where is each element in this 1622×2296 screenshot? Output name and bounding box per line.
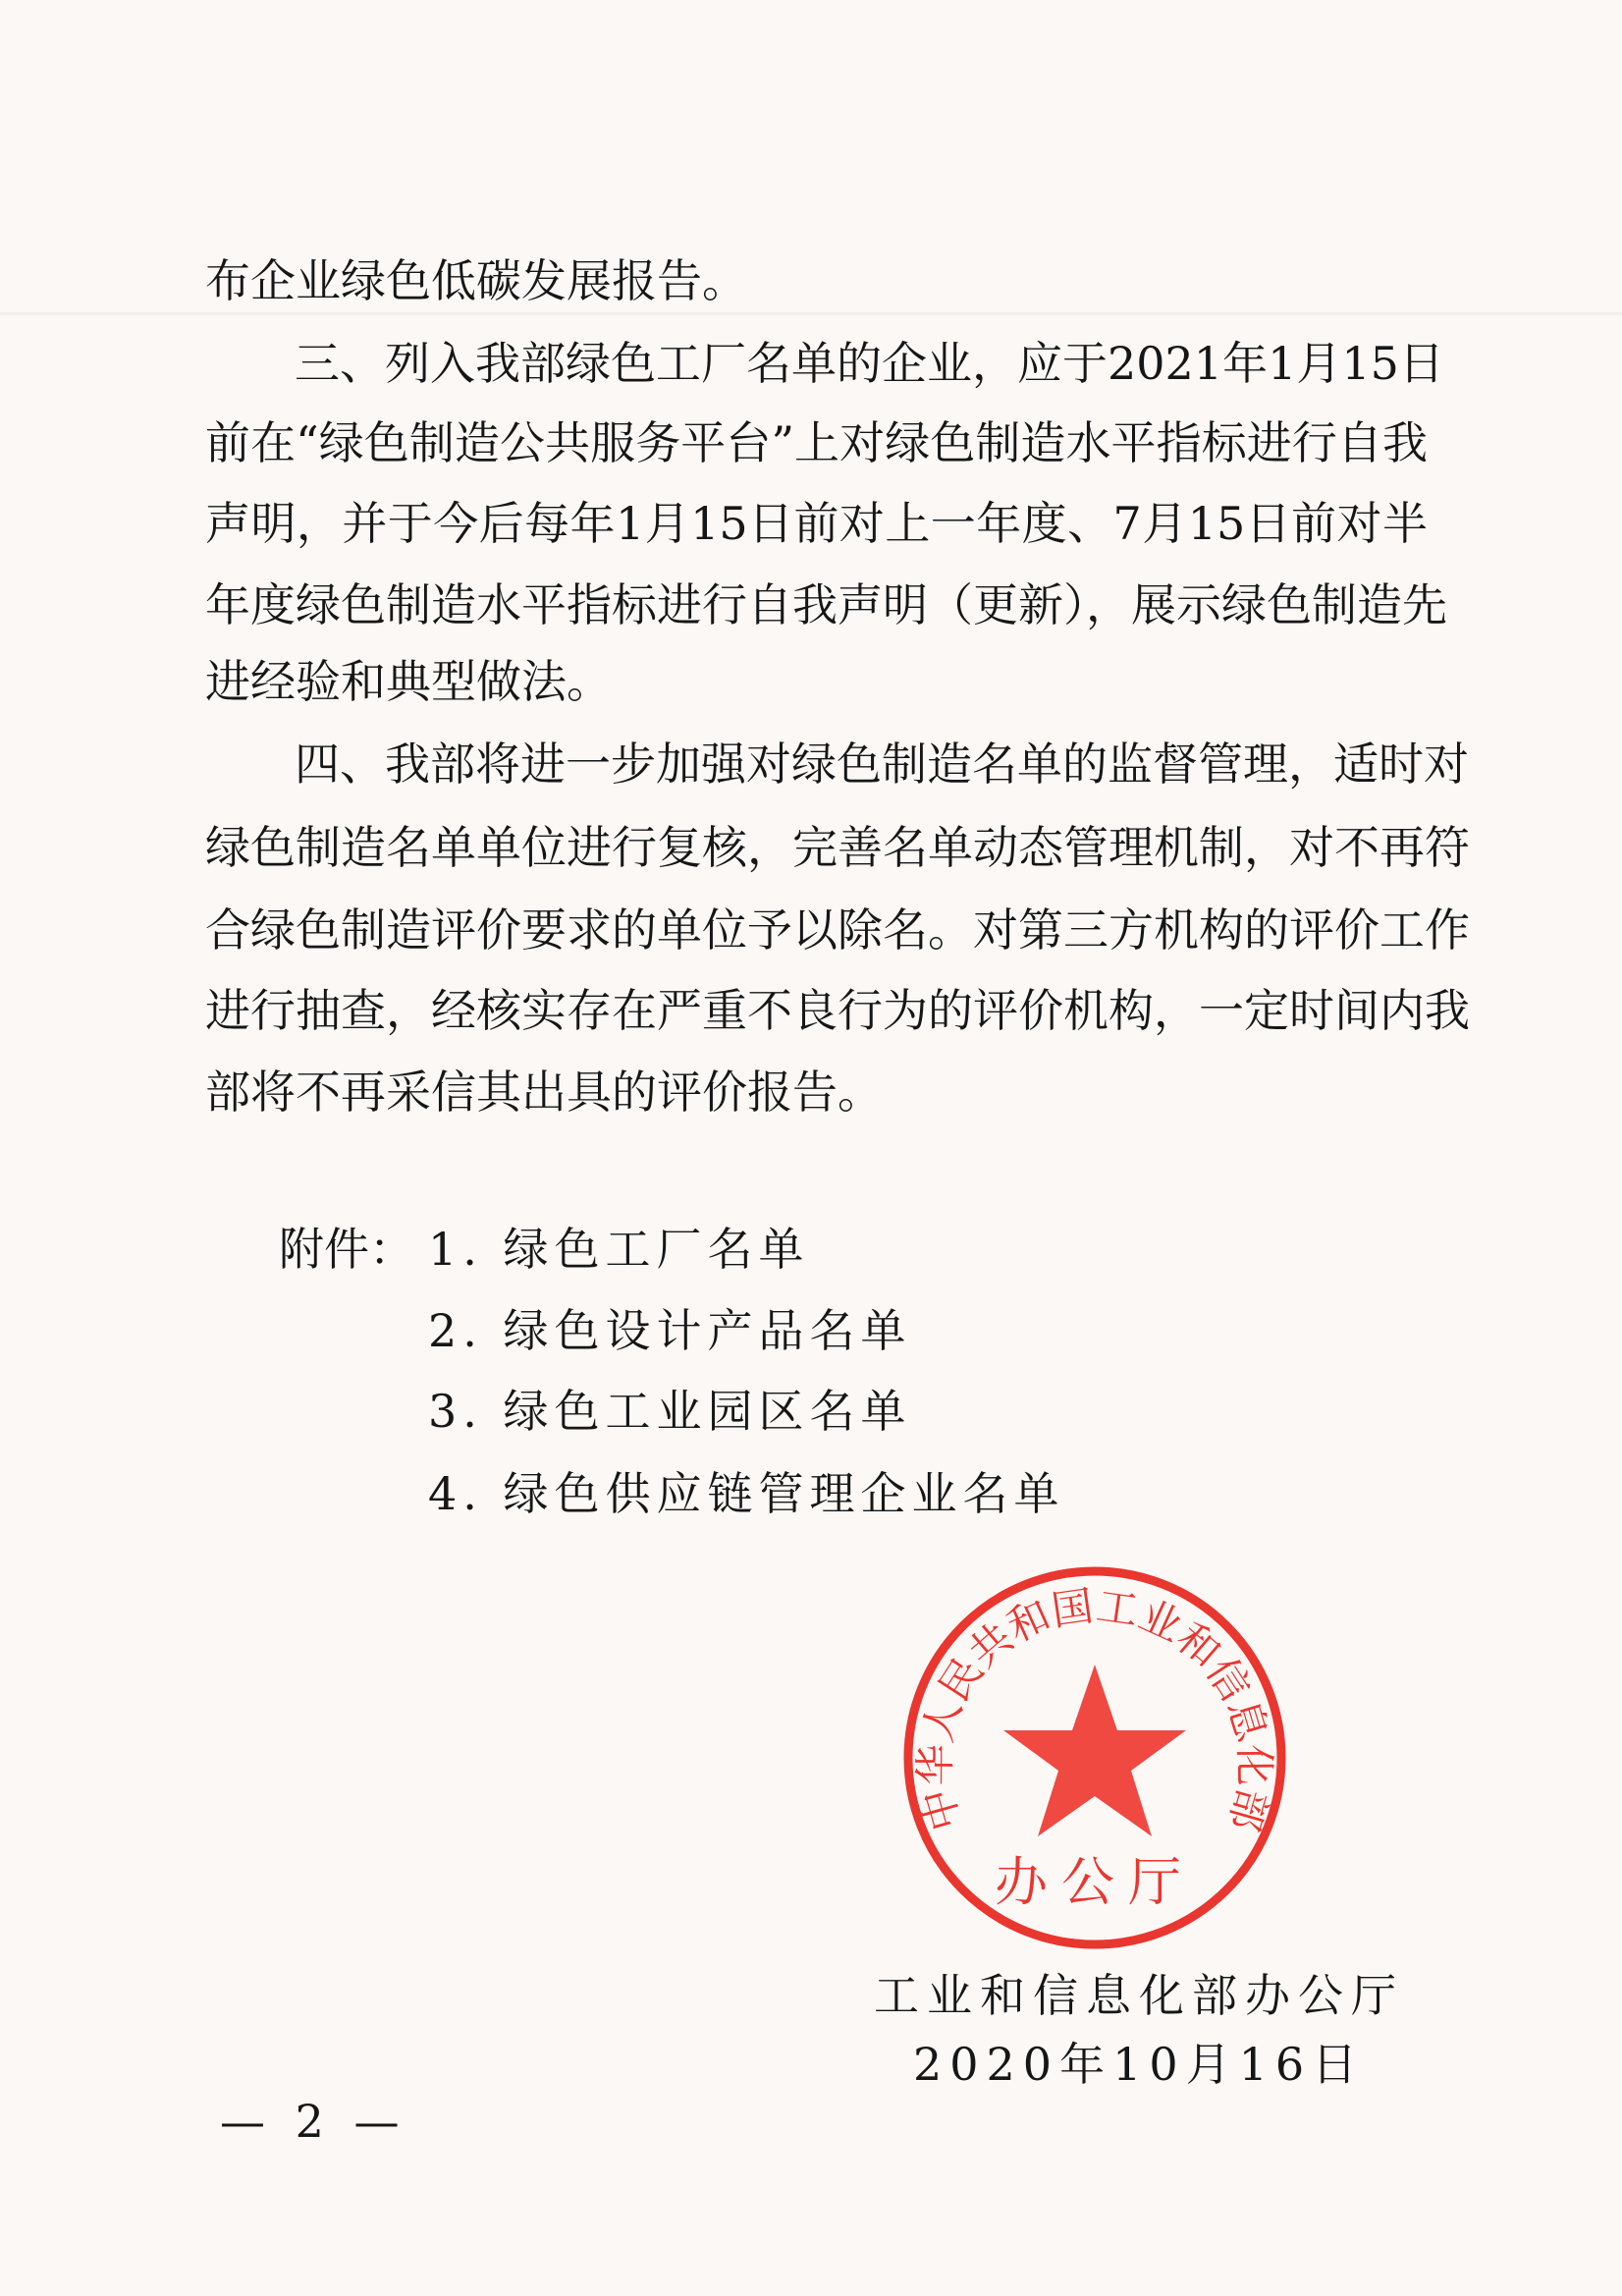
- issuer-name: 工业和信息化部办公厅: [874, 1969, 1404, 2022]
- paragraph-line: 三、列入我部绿色工厂名单的企业，应于2021年1月15日: [295, 337, 1444, 390]
- paragraph-line: 四、我部将进一步加强对绿色制造名单的监督管理，适时对: [295, 738, 1469, 791]
- issue-date: 2020年10月16日: [913, 2038, 1366, 2091]
- seal-ring-text: 中华人民共和国工业和信息化部: [910, 1581, 1279, 1836]
- paragraph-line: 布企业绿色低碳发展报告。: [205, 254, 747, 307]
- paragraph-line: 绿色制造名单单位进行复核，完善名单动态管理机制，对不再符: [205, 821, 1470, 874]
- attachment-item: 3. 绿色工业园区名单: [428, 1385, 912, 1438]
- paragraph-line: 部将不再采信其出具的评价报告。: [205, 1066, 883, 1119]
- star-icon: [1003, 1665, 1186, 1836]
- attachment-item: 2. 绿色设计产品名单: [428, 1304, 912, 1357]
- seal-center-text: 办公厅: [995, 1851, 1195, 1913]
- scan-artifact: [0, 312, 1622, 315]
- official-seal: [898, 1561, 1291, 1954]
- paragraph-line: 进行抽查，经核实存在严重不良行为的评价机构，一定时间内我: [205, 984, 1470, 1037]
- attachments-label: 附件：: [279, 1223, 414, 1276]
- page-number: — 2 —: [220, 2095, 407, 2148]
- paragraph-line: 声明，并于今后每年1月15日前对上一年度、7月15日前对半: [205, 497, 1428, 550]
- paragraph-line: 进经验和典型做法。: [205, 655, 612, 708]
- paragraph-line: 年度绿色制造水平指标进行自我声明（更新），展示绿色制造先: [205, 578, 1447, 631]
- attachment-item: 4. 绿色供应链管理企业名单: [428, 1467, 1065, 1520]
- paragraph-line: 前在“绿色制造公共服务平台”上对绿色制造水平指标进行自我: [205, 416, 1428, 469]
- paragraph-line: 合绿色制造评价要求的单位予以除名。对第三方机构的评价工作: [205, 903, 1470, 957]
- attachment-item: 1. 绿色工厂名单: [428, 1223, 810, 1276]
